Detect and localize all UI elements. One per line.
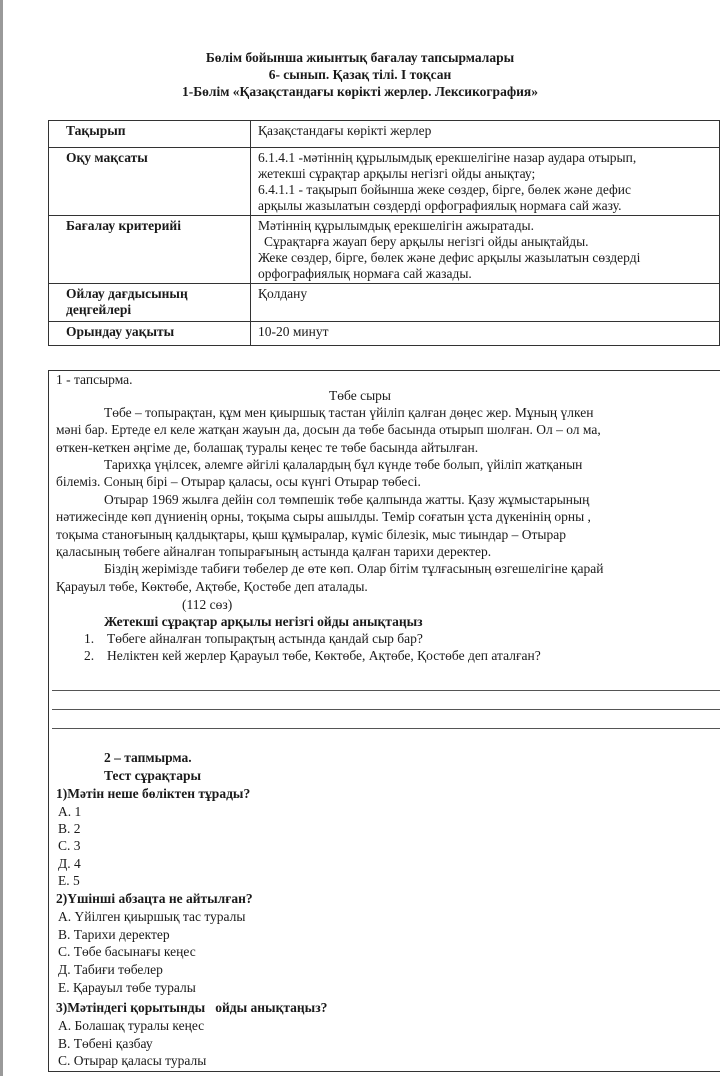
paragraph-line: нәтижесінде көп дүниенің орны, тоқыма сыры ашылды. Темір соғатын ұста дүкенінің орны , [56, 509, 591, 524]
time-label: Орындау уақыты [49, 322, 251, 346]
task1-instruction: Жетекші сұрақтар арқылы негізгі ойды анықтаңыз [104, 614, 423, 629]
question-number: 2. [84, 648, 95, 663]
answer-option: Д. 4 [58, 856, 81, 871]
test-question: 1)Мәтін неше бөліктен тұрады? [56, 786, 251, 801]
paragraph-line: білеміз. Соның бірі – Отырар қаласы, осы күнгі Отырар төбесі. [56, 474, 421, 489]
answer-option: B. 2 [58, 821, 81, 836]
answer-option: B. Төбені қазбау [58, 1036, 153, 1051]
criteria-line: Жеке сөздер, бірге, бөлек және дефис арқылы жазылатын сөздерді [258, 250, 641, 265]
question-number: 1. [84, 631, 95, 646]
paragraph-line: тоқыма станоғының қалдықтары, қыш құмыралар, күміс білезік, мыс тиындар – Отырар [56, 527, 566, 542]
answer-option: Д. Табиғи төбелер [58, 962, 163, 977]
table-row-topic [49, 121, 720, 148]
answer-line [52, 728, 720, 729]
page-left-edge [0, 0, 3, 1076]
test-question: 3)Мәтіндегі қорытынды ойды анықтаңыз? [56, 1000, 328, 1015]
criteria-line: Сұрақтарға жауап беру арқылы негізгі ойды анықтайды. [264, 234, 589, 249]
answer-option: A. 1 [58, 804, 82, 819]
task2-label: 2 – тапмырма. [104, 750, 192, 765]
paragraph-line: Отырар 1969 жылға дейін сол төмпешік төбе қалпында жатты. Қазу жұмыстарының [104, 492, 590, 507]
task1-label: 1 - тапсырма. [56, 372, 133, 387]
topic-value: Қазақстандағы көрікті жерлер [251, 121, 720, 148]
skill-label-line: деңгейлері [66, 302, 132, 317]
answer-option: C. 3 [58, 838, 81, 853]
goal-line: арқылы жазылатын сөздерді орфографиялық нормаға сай жазу. [258, 198, 622, 213]
test-question: 2)Үшінші абзацта не айтылған? [56, 891, 253, 906]
goal-value [251, 148, 720, 216]
answer-option: A. Болашақ туралы кеңес [58, 1018, 205, 1033]
paragraph-line: Біздің жерімізде табиғи төбелер де өте көп. Олар бітім тұлғасының өзгешелігіне қарай [104, 561, 604, 576]
criteria-label: Бағалау критерийі [49, 216, 251, 284]
doc-title-line3: 1-Бөлім «Қазақстандағы көрікті жерлер. Лексикография» [181, 84, 538, 99]
task2-subtitle: Тест сұрақтары [104, 768, 202, 783]
question-text: Төбеге айналған топырақтың астында қандай сыр бар? [107, 631, 423, 646]
paragraph-line: мәні бар. Ертеде ел келе жатқан жауын да, досын да төбе басында отырып шолған. Ол – ол ма, [56, 422, 601, 437]
answer-option: E. 5 [58, 873, 80, 888]
goal-line: 6.1.4.1 -мәтіннің құрылымдық ерекшелігіне назар аудара отырып, [258, 150, 637, 165]
paragraph-line: өткен-кеткен әңгіме де, болашақ туралы кеңес те төбе басында айтылған. [56, 440, 479, 455]
answer-option: A. Үйілген қиыршық тас туралы [58, 909, 246, 924]
question-text: Неліктен кей жерлер Қарауыл төбе, Көктөбе, Ақтөбе, Қостөбе деп аталған? [107, 648, 541, 663]
paragraph-line: Тарихқа үңілсек, әлемге әйгілі қалалардың бұл күнде төбе болып, үйіліп жатқанын [104, 457, 583, 472]
paragraph-line: Қарауыл төбе, Көктөбе, Ақтөбе, Қостөбе деп аталады. [56, 579, 368, 594]
doc-title-line2: 6- сынып. Қазақ тілі. І тоқсан [268, 67, 452, 82]
goal-line: жетекші сұрақтар арқылы негізгі ойды анықтау; [258, 166, 536, 181]
assessment-info-table [48, 120, 720, 346]
time-value: 10-20 минут [251, 322, 720, 346]
table-row-goal [49, 148, 720, 216]
goal-label: Оқу мақсаты [49, 148, 251, 216]
table-row-criteria [49, 216, 720, 284]
table-row-time [49, 322, 720, 346]
text-title: Төбе сыры [329, 388, 391, 403]
paragraph-line: қаласының төбеге айналған топырағының астында қалған тарихи деректер. [56, 544, 492, 559]
answer-option: E. Қарауыл төбе туралы [58, 980, 196, 995]
answer-line [52, 709, 720, 710]
answer-line [52, 690, 720, 691]
skill-label [49, 284, 251, 322]
doc-title-line1: Бөлім бойынша жиынтық бағалау тапсырмалары [205, 50, 515, 65]
answer-option: B. Тарихи деректер [58, 927, 170, 942]
paragraph-line: Төбе – топырақтан, құм мен қиыршық тастан үйіліп қалған дөңес жер. Мұның үлкен [104, 405, 594, 420]
answer-option: C. Отырар қаласы туралы [58, 1053, 207, 1068]
criteria-value [251, 216, 720, 284]
word-count: (112 сөз) [182, 597, 233, 612]
skill-value: Қолдану [251, 284, 720, 322]
criteria-line: орфографиялық нормаға сай жазады. [258, 266, 472, 281]
topic-label: Тақырып [49, 121, 251, 148]
goal-line: 6.4.1.1 - тақырып бойынша жеке сөздер, бірге, бөлек және дефис [258, 182, 631, 197]
criteria-line: Мәтіннің құрылымдық ерекшелігін ажыратады. [258, 218, 535, 233]
skill-label-line: Ойлау дағдысының [66, 286, 188, 301]
table-row-skill [49, 284, 720, 322]
answer-option: C. Төбе басынағы кеңес [58, 944, 196, 959]
